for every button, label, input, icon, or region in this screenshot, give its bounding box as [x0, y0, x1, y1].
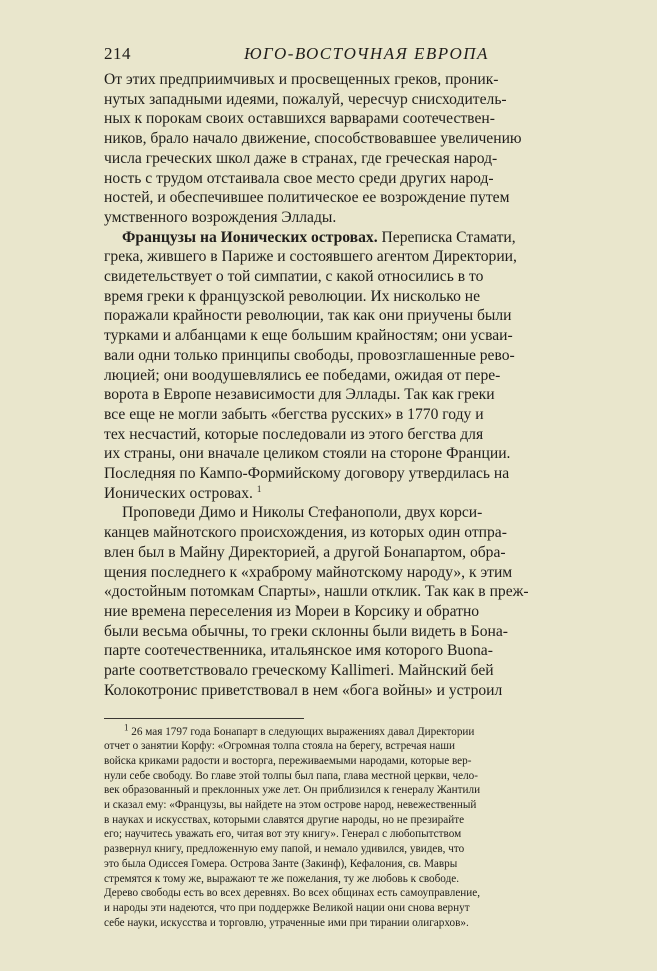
text-line: люцией; они воодушевлялись ее победами, ожидая от пере-: [104, 366, 501, 384]
main-text: [104, 70, 615, 701]
running-title: ЮГО-ВОСТОЧНАЯ ЕВРОПА: [244, 44, 489, 63]
text-line: parte соответствовало греческому Kallimeri. Майнский бей: [104, 662, 494, 680]
text-fragment: Ионических островах.: [104, 484, 253, 502]
footnote-line: [104, 721, 615, 740]
text-line: Колокотронис приветствовал в нем «бога войны» и устроил: [104, 681, 503, 699]
page-number: 214: [104, 44, 131, 63]
text-line: вали одни только принципы свободы, провозглашенные рево-: [104, 346, 515, 364]
footnote-line: и народы эти надеются, что при поддержке Великой нации они снова вернут: [104, 901, 470, 914]
paragraph-2: [104, 228, 615, 504]
text-line: ность с трудом отстаивала свое место среди других народ-: [104, 169, 494, 187]
text-line: турками и албанцами к еще большим крайностям; они усваи-: [104, 327, 513, 345]
paragraph-1: [104, 70, 615, 228]
footnote-number: 1: [124, 721, 129, 732]
text-line: ние времена переселения из Мореи в Корсику и обратно: [104, 602, 480, 620]
footnote-line: нули себе свободу. Во главе этой толпы был папа, глава местной церкви, чело-: [104, 769, 478, 782]
text-line: канцев майнотского происхождения, из которых один отпра-: [104, 524, 507, 542]
page-header: [104, 44, 615, 66]
text-line: их страны, они вначале целиком стояли на стороне Франции.: [104, 445, 511, 463]
text-line: грека, жившего в Париже и состоявшего агентом Директории,: [104, 248, 517, 266]
text-line: были весьма обычны, то греки склонны были видеть в Бона-: [104, 622, 508, 640]
text-line: ностей, и обеспечившее политическое ее возрождение путем: [104, 189, 510, 207]
text-line: парте соотечественника, итальянское имя которого Buona-: [104, 642, 493, 660]
footnote: [104, 718, 615, 931]
footnote-line: отчет о занятии Корфу: «Огромная толпа стояла на берегу, встречая наши: [104, 740, 455, 753]
footnote-line: стремятся к тому же, выражают те же пожелания, ту же любовь к свободе.: [104, 872, 460, 885]
text-line: тех несчастий, которые последовали из этого бегства для: [104, 425, 484, 443]
footnote-line: себе науки, искусства и торговлю, утраченные ими при тирании олигархов».: [104, 916, 469, 929]
footnote-line: Дерево свободы есть во всех деревнях. Во всех общинах есть самоуправление,: [104, 887, 481, 900]
text-line: свидетельствует о той симпатии, с какой относились в то: [104, 268, 484, 286]
text-line: нутых западными идеями, пожалуй, чересчур снисходитель-: [104, 90, 507, 108]
text-line: поражали крайности революции, так как они приучены были: [104, 307, 512, 325]
text-line: ных к порокам своих оставшихся варварами соотечествен-: [104, 110, 495, 128]
footnote-line: и сказал ему: «Французы, вы найдете на этом острове народ, невежественный: [104, 799, 477, 812]
text-line: От этих предприимчивых и просвещенных греков, проник-: [104, 71, 499, 88]
footnote-line: это была Одиссея Гомера. Острова Занте (Закинф), Кефалония, св. Мавры: [104, 857, 458, 870]
text-line: ников, брало начало движение, способствовавшее увеличению: [104, 130, 522, 148]
text-line: щения последнего к «храброму майнотскому народу», к этим: [104, 563, 513, 581]
footnote-rule: [104, 718, 304, 719]
text-line: время греки к французской революции. Их нисколько не: [104, 287, 481, 305]
text-line: все еще не могли забыть «бегства русских» в 1770 году и: [104, 405, 484, 423]
text-line: умственного возрождения Эллады.: [104, 208, 337, 226]
text-line: «достойным потомкам Спарты», нашли отклик. Так как в преж-: [104, 583, 529, 601]
footnote-line: в науках и искусствах, которыми славятся другие народы, но не презирайте: [104, 813, 465, 826]
footnote-text: 26 мая 1797 года Бонапарт в следующих выражениях давал Директории: [128, 725, 475, 738]
footnote-line: век образованный и преклонных уже лет. Он приблизился к генералу Жантили: [104, 784, 481, 797]
text-line: влен был в Майну Директорией, а другой Бонапартом, обра-: [104, 543, 506, 561]
text-line: [104, 484, 615, 504]
text-line: числа греческих школ даже в странах, где греческая народ-: [104, 149, 498, 167]
paragraph-3: [104, 503, 615, 700]
text-line: Проповеди Димо и Николы Стефанополи, двух корси-: [122, 504, 483, 522]
footnote-line: развернул книгу, предложенную ему папой, и немало удивился, увидев, что: [104, 843, 465, 856]
text-fragment: Переписка Стамати,: [377, 228, 516, 246]
footnote-line: его; научитесь уважать его, читая вот эту книгу». Генерал с любопытством: [104, 828, 462, 841]
section-heading: Французы на Ионических островах.: [122, 228, 378, 246]
footnote-line: войска криками радости и восторга, переживаемыми народами, которые вер-: [104, 754, 472, 767]
text-line: ворота в Европе независимости для Эллады. Так как греки: [104, 386, 495, 404]
text-line: Последняя по Кампо-Формийскому договору утвердилась на: [104, 465, 510, 483]
footnote-marker: 1: [256, 483, 262, 494]
text-line: [104, 228, 615, 248]
